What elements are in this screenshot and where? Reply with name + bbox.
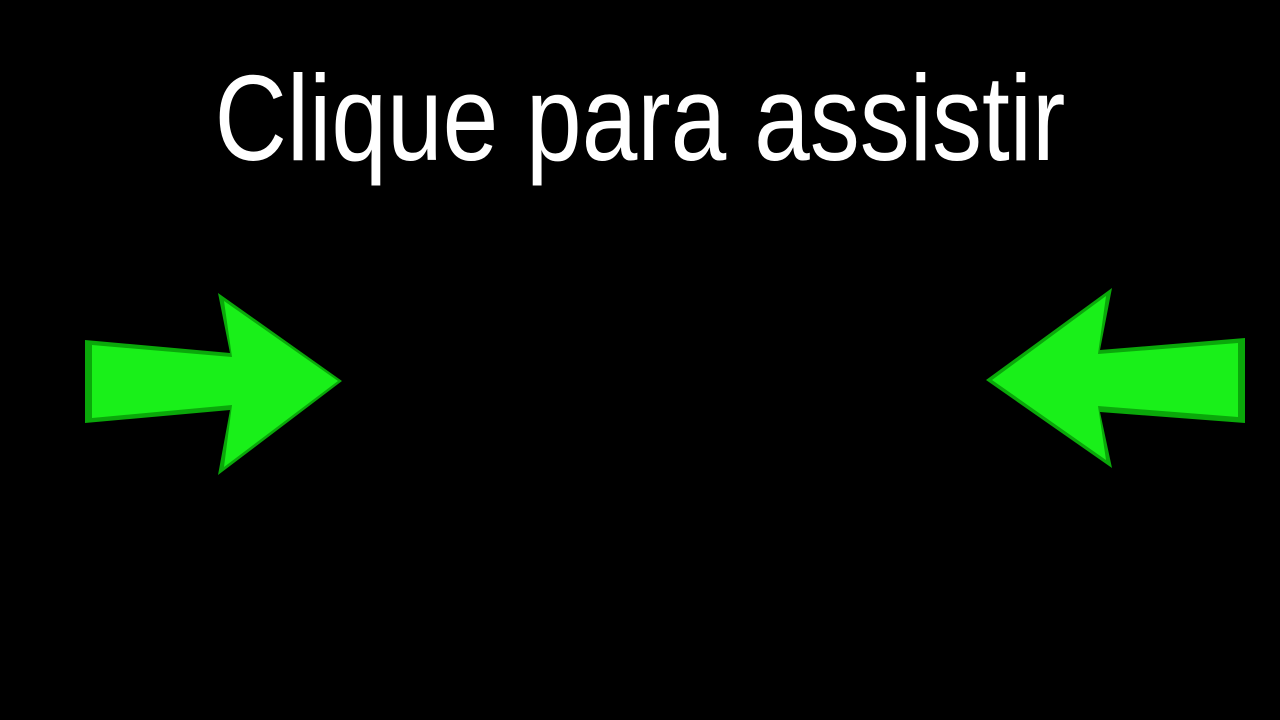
arrow-right-icon xyxy=(80,285,350,485)
click-to-watch-heading[interactable]: Clique para assistir xyxy=(214,50,1066,186)
arrow-left-icon xyxy=(980,280,1250,480)
arrow-right-body xyxy=(92,301,338,467)
arrow-left-body xyxy=(992,296,1238,460)
